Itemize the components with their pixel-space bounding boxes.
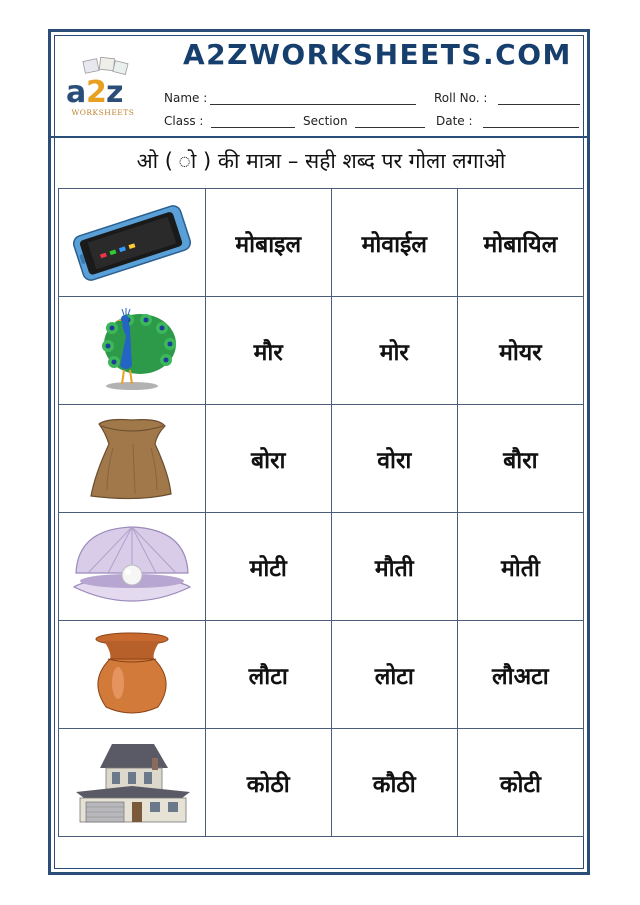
class-field[interactable] <box>211 127 295 128</box>
picture-cell <box>59 513 206 621</box>
header-divider <box>51 136 587 138</box>
svg-text:2: 2 <box>86 75 107 110</box>
copper-pot-icon <box>82 629 182 721</box>
table-row <box>59 189 584 297</box>
word-option[interactable]: मौती <box>331 513 457 621</box>
word-option[interactable]: मौर <box>205 297 331 405</box>
mobile-phone-icon <box>68 198 196 288</box>
picture-cell <box>59 621 206 729</box>
word-choice-table <box>58 188 584 837</box>
picture-cell <box>59 405 206 513</box>
name-field[interactable] <box>210 104 416 105</box>
peacock-icon <box>82 306 182 396</box>
picture-cell <box>59 297 206 405</box>
pearl-shell-icon <box>68 521 196 613</box>
word-option[interactable]: मोटी <box>205 513 331 621</box>
name-label: Name : <box>164 91 208 105</box>
section-label: Section <box>303 114 348 128</box>
table-row <box>59 297 584 405</box>
section-field[interactable] <box>355 127 425 128</box>
class-label: Class : <box>164 114 204 128</box>
word-option[interactable]: बोरा <box>205 405 331 513</box>
site-title: A2ZWORKSHEETS.COM <box>183 38 572 71</box>
word-option[interactable]: वोरा <box>331 405 457 513</box>
picture-cell <box>59 189 206 297</box>
word-option[interactable]: मोबाइल <box>205 189 331 297</box>
table-row <box>59 621 584 729</box>
word-option[interactable]: कोठी <box>205 729 331 837</box>
word-option[interactable]: मोर <box>331 297 457 405</box>
word-option[interactable]: बौरा <box>457 405 583 513</box>
svg-text:WORKSHEETS: WORKSHEETS <box>71 108 135 117</box>
date-label: Date : <box>436 114 473 128</box>
word-option[interactable]: मोबायिल <box>457 189 583 297</box>
word-option[interactable]: कोटी <box>457 729 583 837</box>
word-option[interactable]: लौटा <box>205 621 331 729</box>
instruction-heading: ओ ( ो ) की मात्रा – सही शब्द पर गोला लगाओ <box>136 149 506 173</box>
word-option[interactable]: मोवाईल <box>331 189 457 297</box>
picture-cell <box>59 729 206 837</box>
roll-no-label: Roll No. : <box>434 91 488 105</box>
date-field[interactable] <box>483 127 579 128</box>
svg-text:a: a <box>66 75 87 110</box>
table-row <box>59 729 584 837</box>
word-option[interactable]: लोटा <box>331 621 457 729</box>
table-row <box>59 513 584 621</box>
svg-text:z: z <box>106 75 124 110</box>
word-option[interactable]: मोयर <box>457 297 583 405</box>
word-option[interactable]: कौठी <box>331 729 457 837</box>
roll-no-field[interactable] <box>498 104 580 105</box>
word-option[interactable]: मोती <box>457 513 583 621</box>
word-option[interactable]: लौअटा <box>457 621 583 729</box>
table-row <box>59 405 584 513</box>
house-icon <box>72 738 192 828</box>
a2z-logo <box>62 56 144 120</box>
sack-icon <box>77 414 187 504</box>
